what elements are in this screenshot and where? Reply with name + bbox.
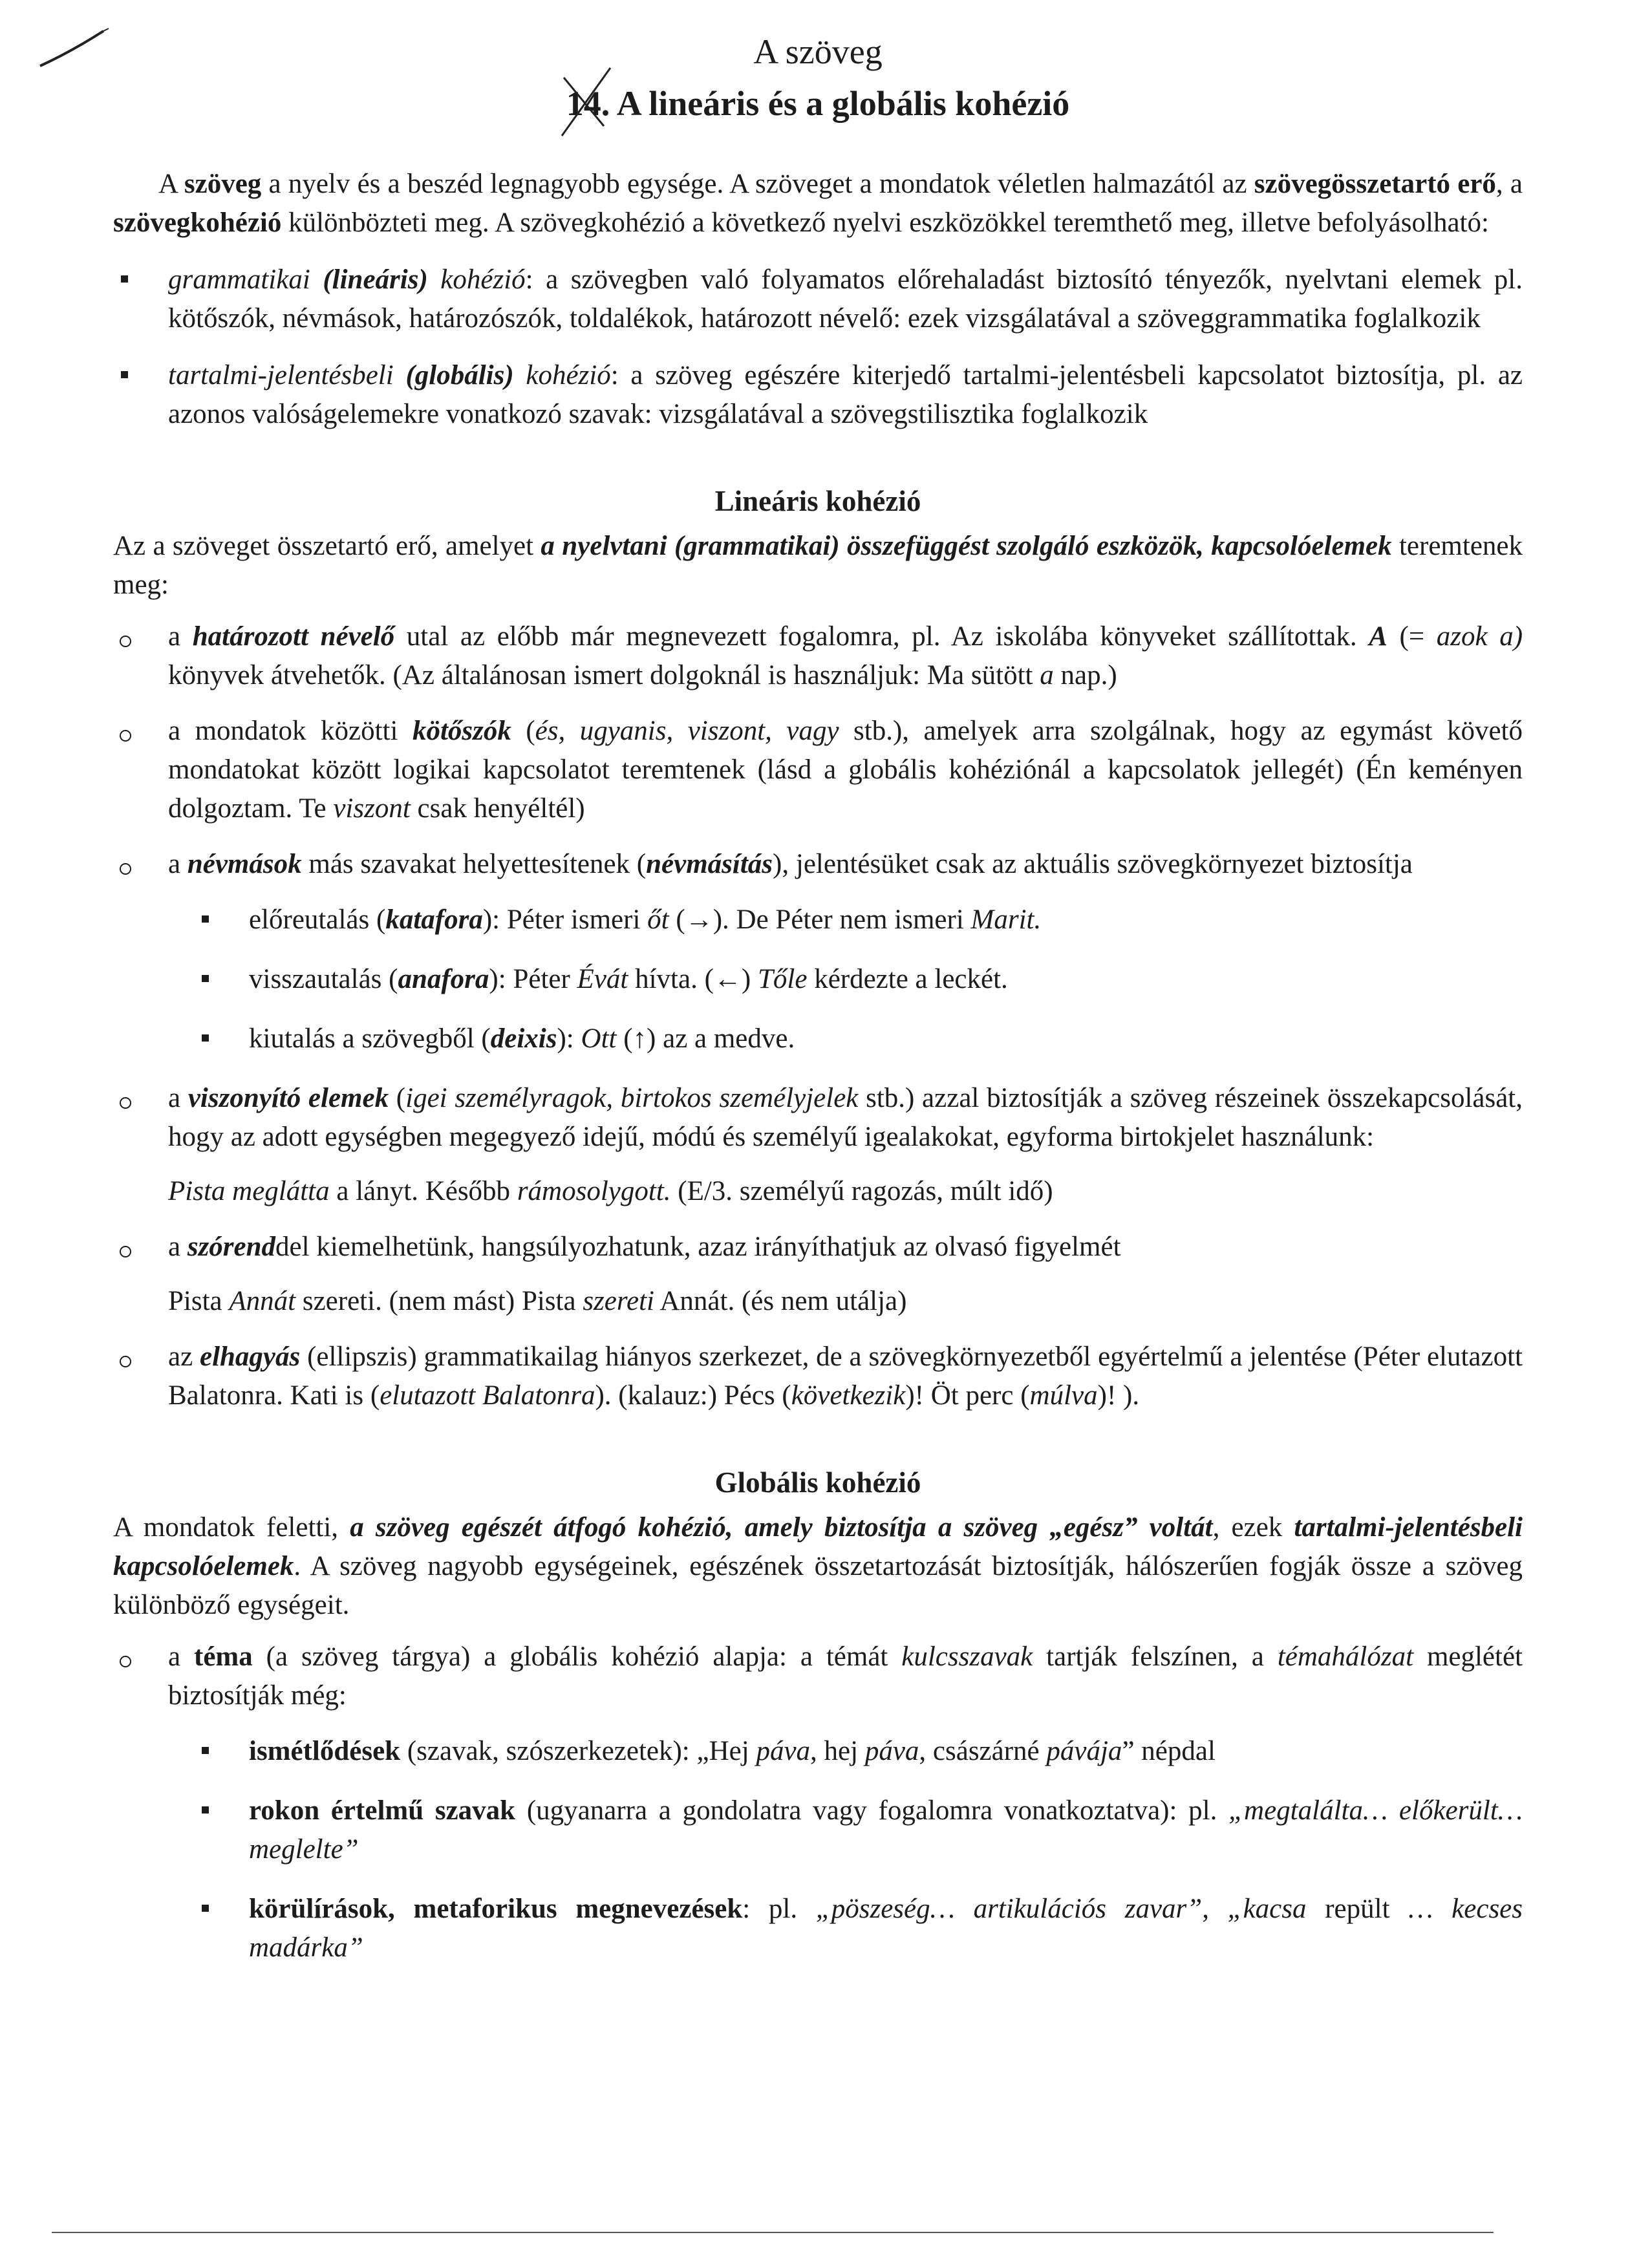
circle-bullet-icon (120, 1356, 131, 1367)
square-bullet-icon (202, 1747, 209, 1754)
list-item-definite-article: a határozott névelő utal az előbb már megnevezett fogalomra, pl. Az iskolába könyveket szállítottak. A (= azok a) könyvek átvehetők. (Az általánosan ismert dolgoknál is használjuk: Ma sütött a nap.) (113, 617, 1523, 695)
global-intro: A mondatok feletti, a szöveg egészét átfogó kohézió, amely biztosítja a szöveg „egész” voltát, ezek tartalmi-jelentésbeli kapcsolóelemek. A szöveg nagyobb egységeinek, egészének összetartozását biztosítják, hálószerűen fogják össze a szöveg különböző egységeit. (113, 1512, 1523, 1620)
strike-through-x-mark (559, 65, 617, 142)
list-item-pronouns: a névmások más szavakat helyettesítenek (névmásítás), jelentésüket csak az aktuális szövegkörnyezet biztosítja előreutalás (katafora): Péter ismeri őt (→). De Péter nem ismeri Marit. visszautalás (anafora): Péter Évát hívta. (←) Tőle kérdezte a leckét. kiutalás a szövegből (deixis): Ott (↑) az a medve. (113, 845, 1523, 1058)
square-bullet-icon (202, 975, 209, 982)
intro-paragraph: A szöveg a nyelv és a beszéd legnagyobb egysége. A szöveget a mondatok véletlen halmazától az szövegösszetartó erő, a szövegkohézió különbözteti meg. A szövegkohézió a következő nyelvi eszközökkel teremthető meg, illetve befolyásolható: (113, 169, 1523, 238)
square-bullet-icon (121, 275, 128, 283)
list-item-deixis: kiutalás a szövegből (deixis): Ott (↑) az a medve. (194, 1020, 1523, 1058)
page-title (113, 78, 1523, 129)
document-header (113, 26, 1523, 129)
global-section-title: Globális kohézió (714, 1466, 921, 1499)
cohesion-types-list (113, 261, 1523, 434)
title-text: A lineáris és a globális kohézió (616, 84, 1070, 123)
linear-tools-list (113, 617, 1523, 1415)
circle-bullet-icon (120, 636, 131, 647)
list-item-relational-elements: a viszonyító elemek (igei személyragok, birtokos személyjelek stb.) azzal biztosítják a szöveg részeinek összekapcsolását, hogy az adott egységben megegyező idejű, módú és személyű igealakokat, egyforma birtokjelet használunk: Pista meglátta a lányt. Később rámosolygott. (E/3. személyű ragozás, múlt idő) (113, 1079, 1523, 1211)
list-item-theme: a téma (a szöveg tárgya) a globális kohézió alapja: a témát kulcsszavak tartják felszínen, a témahálózat meglétét biztosítják még: ismétlődések (szavak, szószerkezetek): „Hej páva, hej páva, császárné pávája” népdal rokon értelmű szavak (ugyanarra a gondolatra vagy fogalomra vonatkoztatva): pl. „megtalálta… előkerült… meglelte” körülírások, metaforikus megnevezések: pl. „pöszeség… artikulációs zavar”, „kacsa repült … kecses madárka” (113, 1638, 1523, 1967)
list-item-synonyms: rokon értelmű szavak (ugyanarra a gondolatra vagy fogalomra vonatkoztatva): pl. „megtalálta… előkerült… meglelte” (194, 1792, 1523, 1869)
chapter-number: 14. (566, 78, 610, 129)
square-bullet-icon (202, 1905, 209, 1912)
global-tools-list (113, 1638, 1523, 1967)
circle-bullet-icon (120, 730, 131, 742)
square-bullet-icon (202, 1806, 209, 1813)
list-item-ellipsis: az elhagyás (ellipszis) grammatikailag hiányos szerkezet, de a szövegkörnyezetből egyértelmű a jelentése (Péter elutazott Balatonra. Kati is (elutazott Balatonra). (kalauz:) Pécs (következik)! Öt perc (múlva)! ). (113, 1338, 1523, 1415)
square-bullet-icon (202, 1034, 209, 1042)
section-kicker: A szöveg (753, 32, 883, 71)
linear-intro: Az a szöveget összetartó erő, amelyet a nyelvtani (grammatikai) összefüggést szolgáló eszközök, kapcsolóelemek teremtenek meg: (113, 531, 1523, 600)
list-item-conjunctions: a mondatok közötti kötőszók (és, ugyanis, viszont, vagy stb.), amelyek arra szolgálnak, hogy az egymást követő mondatokat között logikai kapcsolatot teremtenek (lásd a globális kohéziónál a kapcsolatok jellegét) (Én keményen dolgoztam. Te viszont csak henyéltél) (113, 712, 1523, 828)
theme-network-list (168, 1732, 1523, 1967)
circle-bullet-icon (120, 863, 131, 875)
square-bullet-icon (121, 371, 128, 378)
list-item-repetitions: ismétlődések (szavak, szószerkezetek): „Hej páva, hej páva, császárné pávája” népdal (194, 1732, 1523, 1771)
list-item-semantic: tartalmi-jelentésbeli (globális) kohézió: a szöveg egészére kiterjedő tartalmi-jelentésbeli kapcsolatot biztosítja, pl. az azonos valóságelemekre vonatkozó szavak: vizsgálatával a szövegstilisztika foglalkozik (113, 356, 1523, 434)
example-sentence: Pista meglátta a lányt. Később rámosolygott. (E/3. személyű ragozás, múlt idő) (168, 1176, 1053, 1206)
example-sentence: Pista Annát szereti. (nem mást) Pista szereti Annát. (és nem utálja) (168, 1286, 907, 1316)
pen-stroke-mark (39, 26, 110, 71)
reference-types-list (168, 901, 1523, 1058)
linear-section-title: Lineáris kohézió (714, 485, 921, 517)
list-item-word-order: a szórenddel kiemelhetünk, hangsúlyozhatunk, azaz irányíthatjuk az olvasó figyelmét Pista Annát szereti. (nem mást) Pista szereti Annát. (és nem utálja) (113, 1228, 1523, 1321)
square-bullet-icon (202, 915, 209, 923)
footer-divider (52, 2232, 1494, 2233)
circle-bullet-icon (120, 1097, 131, 1109)
list-item-periphrases: körülírások, metaforikus megnevezések: pl. „pöszeség… artikulációs zavar”, „kacsa repült … kecses madárka” (194, 1890, 1523, 1967)
document-page (113, 26, 1523, 1988)
circle-bullet-icon (120, 1656, 131, 1667)
list-item-grammatical: grammatikai (lineáris) kohézió: a szövegben való folyamatos előrehaladást biztosító tényezők, nyelvtani elemek pl. kötőszók, névmások, határozószók, toldalékok, határozott névelő: ezek vizsgálatával a szöveggrammatika foglalkozik (113, 261, 1523, 338)
list-item-anaphora: visszautalás (anafora): Péter Évát hívta. (←) Tőle kérdezte a leckét. (194, 960, 1523, 999)
list-item-cataphora: előreutalás (katafora): Péter ismeri őt (→). De Péter nem ismeri Marit. (194, 901, 1523, 939)
circle-bullet-icon (120, 1246, 131, 1257)
